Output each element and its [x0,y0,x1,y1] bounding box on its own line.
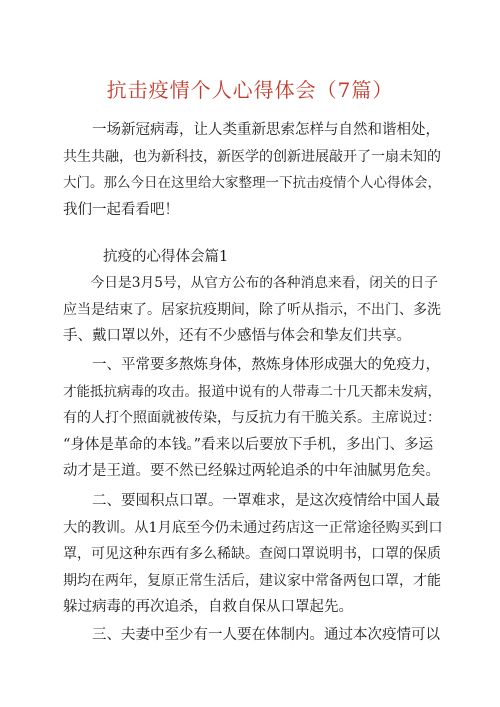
text-line: 应当是结束了。居家抗疫期间，除了听从指示，不出门、多洗 [63,301,441,318]
text-line: 罩，可见这种东西有多么稀缺。查阅口罩说明书，口罩的保质 [63,546,441,562]
text-line: 二、要囤积点口罩。一罩难求，是这次疫情给中国人最 [63,493,440,509]
text-line: 大的教训。从1月底至今仍未通过药店这一正常途径购买到口 [63,519,443,536]
paragraph-1 [63,270,443,350]
text-line: 共生共融，也为新科技，新医学的创新进展敲开了一扇未知的 [63,148,441,165]
text-line: 才能抵抗病毒的攻击。报道中说有的人带毒二十几天都未发病， [63,383,441,400]
text-line: 今日是3月5号，从官方公布的各种消息来看，闭关的日子 [63,275,438,291]
text-line: 躲过病毒的再次追杀，自救自保从口罩起先。 [63,599,353,615]
text-line: 手、戴口罩以外，还有不少感悟与体会和挚友们共享。 [63,328,411,344]
intro-paragraph [63,117,443,223]
text-line: 一、平常要多熬炼身体，熬炼身体形成强大的免疫力， [63,357,440,373]
text-line: 期均在两年，复原正常生活后，建议家中常备两包口罩，才能 [63,572,441,589]
section-heading: 抗疫的心得体会篇1 [103,249,229,265]
text-line: 一场新冠病毒，让人类重新思索怎样与自然和谐相处， [63,122,440,138]
paragraph-4 [63,622,443,649]
document-title: 抗击疫情个人心得体会（7篇） [106,78,394,102]
paragraph-3 [63,488,443,621]
text-line: 大门。那么今日在这里给大家整理一下抗击疫情个人心得体会， [63,175,441,191]
paragraph-2 [63,352,443,485]
text-line: 有的人打个照面就被传染，与反抗力有干脆关系。主席说过： [63,410,441,426]
text-line: 动才是王道。要不然已经躲过两轮追杀的中年油腻男危矣。 [63,463,440,479]
text-line: 三、夫妻中至少有一人要在体制内。通过本次疫情可以 [63,627,440,643]
text-line: “身体是革命的本钱。”看来以后要放下手机，多出门、多运 [63,436,434,453]
text-line: 我们一起看看吧！ [63,201,179,218]
